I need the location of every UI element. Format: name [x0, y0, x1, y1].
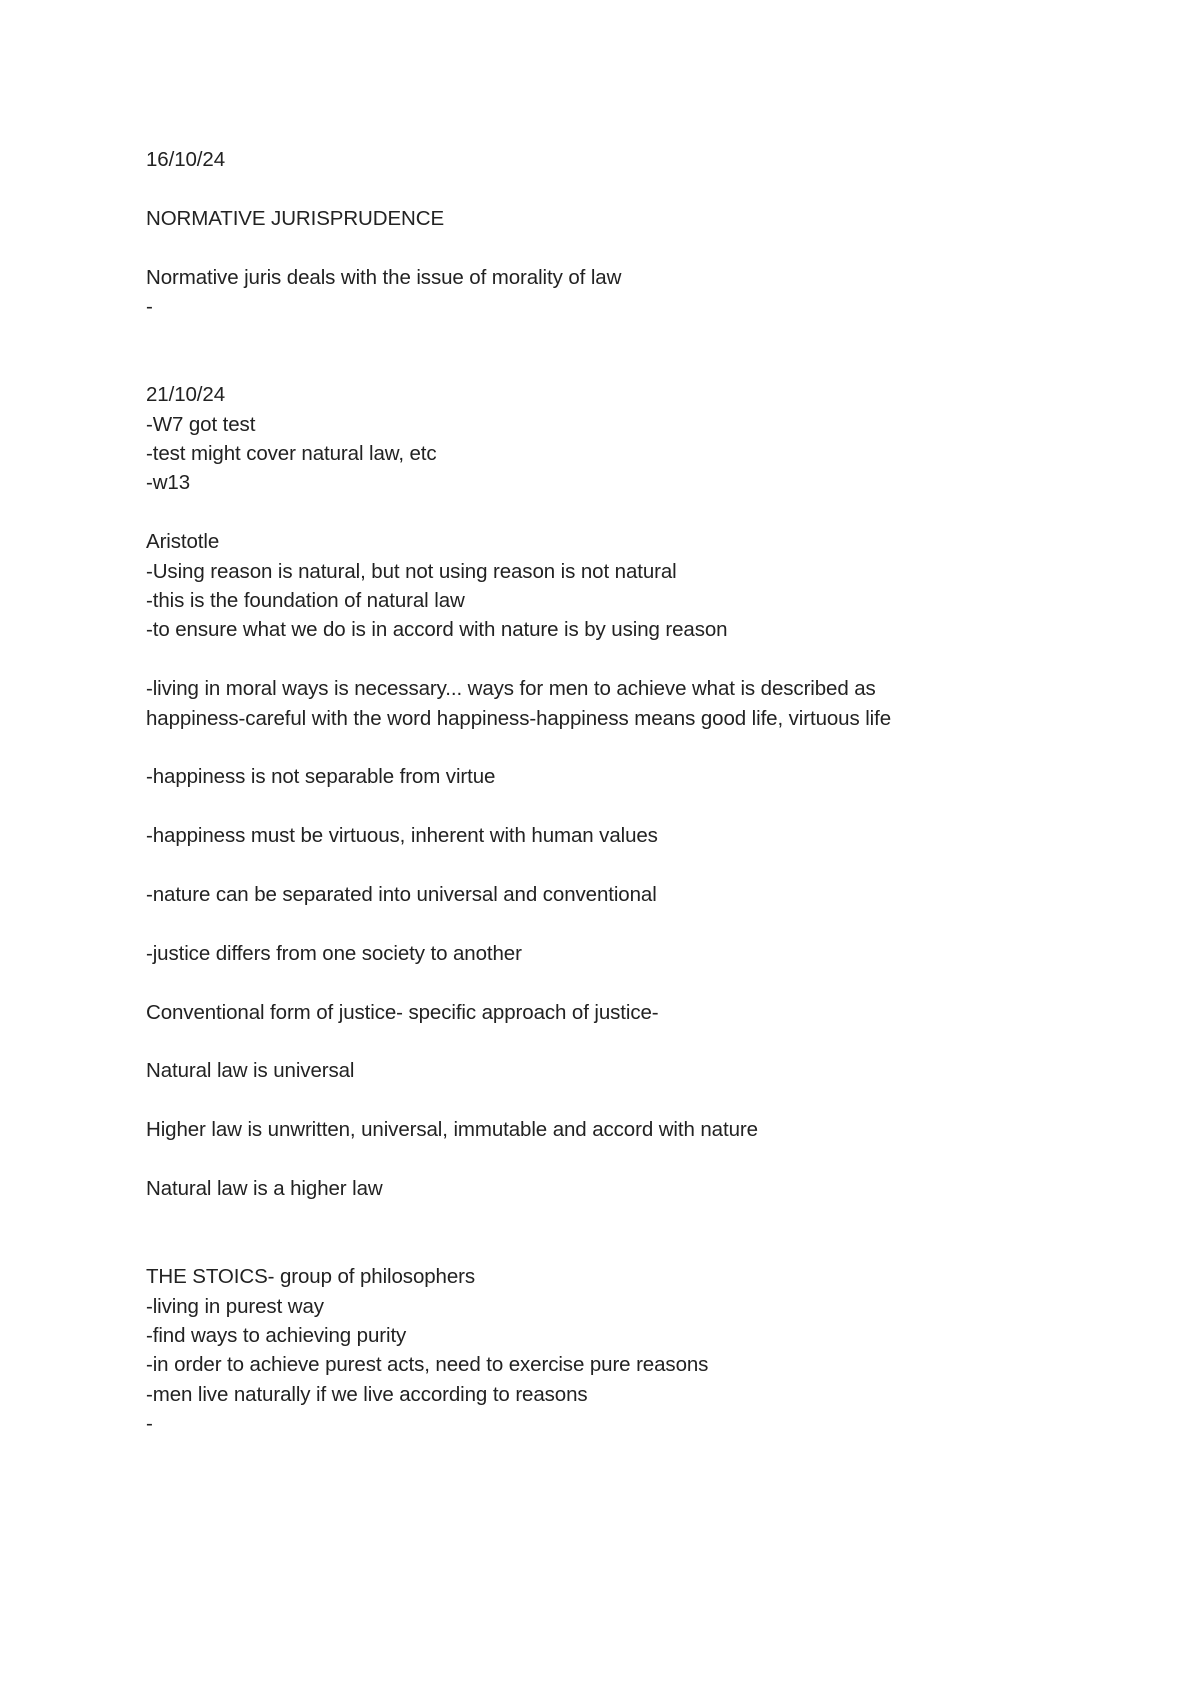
- text-line: -Using reason is natural, but not using reason is not natural: [146, 559, 677, 583]
- text-line: -men live naturally if we live according to reasons: [146, 1382, 588, 1406]
- blank-line: [146, 968, 1126, 997]
- text-line: -: [146, 295, 153, 318]
- document-body: [146, 145, 1126, 1439]
- text-line: -in order to achieve purest acts, need to exercise pure reasons: [146, 1353, 709, 1377]
- section-title: THE STOICS- group of philosophers: [146, 1265, 476, 1289]
- blank-line: [146, 733, 1126, 762]
- text-line: Natural law is a higher law: [146, 1177, 383, 1200]
- text-line: -find ways to achieving purity: [146, 1324, 407, 1347]
- section-title: Aristotle: [146, 530, 220, 554]
- text-line: -to ensure what we do is in accord with nature is by using reason: [146, 618, 728, 642]
- text-line: Natural law is universal: [146, 1059, 355, 1083]
- blank-line: [146, 1203, 1126, 1232]
- blank-line: [146, 851, 1126, 880]
- blank-line: [146, 1145, 1126, 1174]
- text-line: -happiness must be virtuous, inherent with human values: [146, 824, 658, 848]
- section-title: NORMATIVE JURISPRUDENCE: [146, 206, 445, 230]
- text-line: -living in moral ways is necessary... ways for men to achieve what is described as: [146, 677, 876, 701]
- text-line: Conventional form of justice- specific approach of justice-: [146, 1000, 659, 1024]
- text-line: Normative juris deals with the issue of morality of law: [146, 265, 622, 289]
- blank-line: [146, 321, 1126, 350]
- text-line: -happiness is not separable from virtue: [146, 765, 496, 789]
- blank-line: [146, 498, 1126, 527]
- date-heading: 21/10/24: [146, 383, 225, 407]
- text-line: -justice differs from one society to another: [146, 941, 522, 965]
- blank-line: [146, 645, 1126, 674]
- blank-line: [146, 1086, 1126, 1115]
- text-line: -W7 got test: [146, 412, 256, 436]
- text-line: -w13: [146, 471, 191, 495]
- text-line: -test might cover natural law, etc: [146, 442, 437, 465]
- blank-line: [146, 1233, 1126, 1262]
- text-line: -living in purest way: [146, 1294, 324, 1318]
- blank-line: [146, 233, 1126, 262]
- text-line: -this is the foundation of natural law: [146, 589, 465, 613]
- blank-line: [146, 792, 1126, 821]
- blank-line: [146, 909, 1126, 938]
- text-line: -: [146, 1412, 153, 1436]
- text-line: -nature can be separated into universal and conventional: [146, 883, 657, 907]
- blank-line: [146, 174, 1126, 203]
- text-line: Higher law is unwritten, universal, immutable and accord with nature: [146, 1118, 758, 1142]
- blank-line: [146, 351, 1126, 380]
- date-heading: 16/10/24: [146, 148, 225, 171]
- text-line: happiness-careful with the word happiness-happiness means good life, virtuous life: [146, 706, 892, 730]
- blank-line: [146, 1027, 1126, 1056]
